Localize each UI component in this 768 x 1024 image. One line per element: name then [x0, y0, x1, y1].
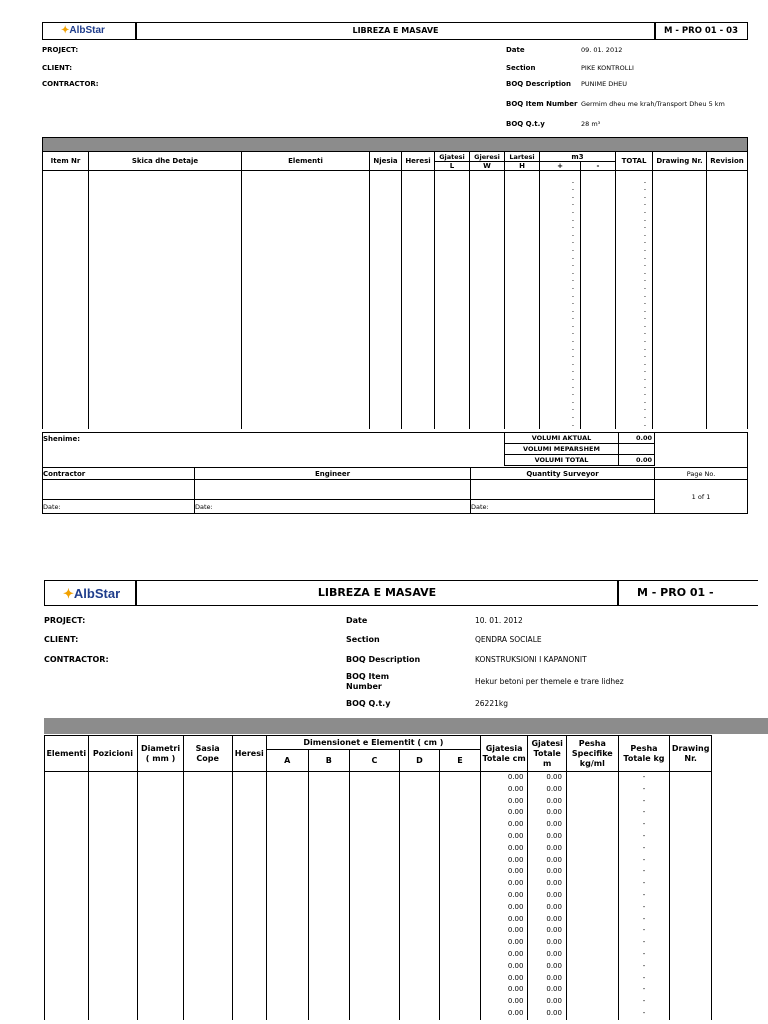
m3-plus-cell: - [540, 368, 581, 376]
table-row [43, 308, 748, 316]
total-cell: - [616, 315, 653, 323]
table-row [45, 1008, 712, 1020]
weight-cell: - [618, 796, 670, 808]
length-cell: 0.00 [480, 996, 528, 1008]
m3-plus-cell: - [540, 422, 581, 430]
m3-plus-cell: - [540, 247, 581, 255]
table-row [43, 330, 748, 338]
weight-cell: - [618, 996, 670, 1008]
m3-plus-cell: - [540, 179, 581, 187]
measurement-table [42, 151, 748, 429]
boq-item-number-label: BOQ Item Number [506, 100, 578, 108]
col-revision: Revision [707, 152, 748, 171]
m3-plus-cell: - [540, 186, 581, 194]
m3-plus-cell: - [540, 285, 581, 293]
length-cell: 0.00 [480, 949, 528, 961]
table-row [45, 866, 712, 878]
engineer-sign-label: Engineer [195, 468, 471, 480]
total-cell: - [616, 384, 653, 392]
contractor-sign-label: Contractor [43, 468, 195, 480]
col-pesha-specifike: Pesha Specifike kg/ml [566, 736, 618, 772]
m3-plus-cell: - [540, 330, 581, 338]
col-pesha-totale: Pesha Totale kg [618, 736, 670, 772]
m3-plus-cell: - [540, 194, 581, 202]
m3-plus-cell: - [540, 209, 581, 217]
length-cell: 0.00 [528, 784, 567, 796]
table-row [43, 353, 748, 361]
total-cell: - [616, 277, 653, 285]
weight-cell: - [618, 984, 670, 996]
rebar-table [44, 735, 712, 1020]
section-label-2: Section [346, 635, 380, 644]
boq-qty-value-2: 26221kg [475, 699, 508, 708]
dim-a: A [266, 750, 308, 772]
table-row [45, 937, 712, 949]
table-row [45, 996, 712, 1008]
total-cell: - [616, 338, 653, 346]
table-row [45, 807, 712, 819]
table-row [43, 171, 748, 179]
length-cell: 0.00 [480, 866, 528, 878]
table-row [43, 255, 748, 263]
length-cell: 0.00 [480, 855, 528, 867]
m3-plus-cell: - [540, 262, 581, 270]
page-number: 1 of 1 [655, 480, 748, 514]
table-row [43, 293, 748, 301]
length-cell: 0.00 [528, 878, 567, 890]
table-row [43, 239, 748, 247]
table-row [45, 925, 712, 937]
dim-c: C [350, 750, 400, 772]
col-elementi-2: Elementi [45, 736, 89, 772]
length-cell: 0.00 [528, 772, 567, 784]
weight-cell: - [618, 784, 670, 796]
total-cell: - [616, 224, 653, 232]
total-cell: - [616, 406, 653, 414]
col-total: TOTAL [616, 152, 653, 171]
table-row [43, 422, 748, 430]
total-cell: - [616, 262, 653, 270]
length-cell: 0.00 [528, 914, 567, 926]
table-row [45, 878, 712, 890]
project-label: PROJECT: [42, 46, 79, 54]
qs-date: Date: [471, 500, 655, 514]
table-row [43, 315, 748, 323]
weight-cell: - [618, 1008, 670, 1020]
col-drawing-nr: Drawing Nr. [653, 152, 707, 171]
m3-plus-cell: - [540, 270, 581, 278]
weight-cell: - [618, 772, 670, 784]
m3-plus-cell: - [540, 293, 581, 301]
total-cell: - [616, 399, 653, 407]
form-title: LIBREZA E MASAVE [352, 26, 439, 35]
dim-b: B [308, 750, 350, 772]
total-cell: - [616, 368, 653, 376]
weight-cell: - [618, 855, 670, 867]
length-cell: 0.00 [480, 1008, 528, 1020]
total-cell: - [616, 255, 653, 263]
dim-d: D [399, 750, 440, 772]
length-cell: 0.00 [480, 890, 528, 902]
weight-cell: - [618, 819, 670, 831]
length-cell: 0.00 [528, 961, 567, 973]
m3-plus-cell: - [540, 323, 581, 331]
m3-plus-cell: - [540, 414, 581, 422]
col-gjeresi: Gjeresi [470, 152, 505, 162]
total-cell: - [616, 300, 653, 308]
qs-sign-label: Quantity Surveyor [471, 468, 655, 480]
total-cell: - [616, 376, 653, 384]
length-cell: 0.00 [480, 984, 528, 996]
total-cell: - [616, 330, 653, 338]
length-cell: 0.00 [528, 807, 567, 819]
weight-cell: - [618, 807, 670, 819]
boq-item-number-value: Germim dheu me krah/Transport Dheu 5 km [581, 100, 725, 108]
subcol-l: L [435, 162, 470, 171]
table-row [43, 391, 748, 399]
weight-cell: - [618, 925, 670, 937]
date-label-2: Date [346, 616, 368, 625]
table-row [43, 384, 748, 392]
table-row [45, 949, 712, 961]
length-cell: 0.00 [480, 796, 528, 808]
weight-cell: - [618, 937, 670, 949]
client-label: CLIENT: [42, 64, 73, 72]
length-cell: 0.00 [528, 866, 567, 878]
table-row [43, 179, 748, 187]
length-cell: 0.00 [528, 925, 567, 937]
m3-plus-cell: - [540, 217, 581, 225]
volume-summary [504, 432, 655, 466]
col-skica: Skica dhe Detaje [89, 152, 242, 171]
subcol-minus: - [581, 162, 616, 171]
weight-cell: - [618, 878, 670, 890]
total-cell: - [616, 209, 653, 217]
m3-plus-cell: - [540, 308, 581, 316]
length-cell: 0.00 [528, 937, 567, 949]
length-cell: 0.00 [528, 855, 567, 867]
length-cell: 0.00 [480, 937, 528, 949]
table-row [45, 843, 712, 855]
table-row [43, 194, 748, 202]
length-cell: 0.00 [480, 772, 528, 784]
boq-description-value: PUNIME DHEU [581, 80, 627, 88]
weight-cell: - [618, 831, 670, 843]
m3-plus-cell: - [540, 391, 581, 399]
shenime-label: Shenime: [43, 435, 80, 443]
total-cell: - [616, 270, 653, 278]
weight-cell: - [618, 890, 670, 902]
col-item-nr: Item Nr [43, 152, 89, 171]
table-row [43, 368, 748, 376]
albstar-logo-2: ✦AlbStar [63, 586, 121, 601]
table-row [43, 186, 748, 194]
col-gjatesia-totale: Gjatesia Totale cm [480, 736, 528, 772]
star-icon: ✦ [61, 25, 70, 36]
boq-qty-label-2: BOQ Q.t.y [346, 699, 391, 708]
client-label-2: CLIENT: [44, 635, 79, 644]
volumi-meparshem-label: VOLUMI MEPARSHEM [505, 444, 619, 455]
m3-plus-cell: - [540, 353, 581, 361]
length-cell: 0.00 [528, 902, 567, 914]
contractor-label: CONTRACTOR: [42, 80, 99, 88]
table-row [43, 414, 748, 422]
total-cell: - [616, 186, 653, 194]
m3-plus-cell: - [540, 338, 581, 346]
length-cell: 0.00 [528, 1008, 567, 1020]
table-row [45, 855, 712, 867]
length-cell: 0.00 [480, 914, 528, 926]
table-row [45, 819, 712, 831]
title-box-2 [135, 580, 619, 606]
total-cell: - [616, 361, 653, 369]
total-cell: - [616, 422, 653, 430]
section-label: Section [506, 64, 536, 72]
table-row [45, 973, 712, 985]
table-row [43, 270, 748, 278]
weight-cell: - [618, 914, 670, 926]
boq-item-number-label-2: BOQ Item Number [346, 672, 390, 691]
grey-band-2 [44, 718, 768, 734]
form-title-2: LIBREZA E MASAVE [317, 586, 437, 599]
page-no-label: Page No. [655, 468, 748, 480]
total-cell: - [616, 239, 653, 247]
table-row [45, 772, 712, 784]
col-gjatesi: Gjatesi [435, 152, 470, 162]
code-box-2 [617, 580, 758, 606]
title-box [135, 22, 656, 40]
table-row [45, 961, 712, 973]
grey-band [42, 137, 748, 152]
total-cell: - [616, 353, 653, 361]
length-cell: 0.00 [528, 890, 567, 902]
length-cell: 0.00 [528, 831, 567, 843]
length-cell: 0.00 [528, 984, 567, 996]
table-row [43, 217, 748, 225]
contractor-label-2: CONTRACTOR: [44, 655, 109, 664]
table-row [43, 376, 748, 384]
table-row [43, 361, 748, 369]
engineer-date: Date: [195, 500, 471, 514]
m3-plus-cell: - [540, 346, 581, 354]
m3-plus-cell: - [540, 300, 581, 308]
m3-plus-cell: - [540, 201, 581, 209]
boq-item-number-value-2: Hekur betoni per themele e trare lidhez [475, 677, 624, 686]
star-icon: ✦ [63, 586, 74, 601]
table-row [43, 224, 748, 232]
col-pozicioni: Pozicioni [88, 736, 138, 772]
date-value: 09. 01. 2012 [581, 46, 623, 54]
col-elementi: Elementi [242, 152, 370, 171]
section-value: PIKE KONTROLLI [581, 64, 634, 72]
total-cell: - [616, 179, 653, 187]
table-row [45, 796, 712, 808]
date-value-2: 10. 01. 2012 [475, 616, 523, 625]
code-box [654, 22, 748, 40]
m3-plus-cell: - [540, 384, 581, 392]
length-cell: 0.00 [480, 878, 528, 890]
table-row [43, 399, 748, 407]
total-cell: - [616, 346, 653, 354]
length-cell: 0.00 [528, 996, 567, 1008]
form-code: M - PRO 01 - 03 [664, 26, 738, 36]
table-row [43, 285, 748, 293]
subcol-h: H [505, 162, 540, 171]
volumi-total-value: 0.00 [619, 455, 655, 466]
table-row [45, 784, 712, 796]
m3-plus-cell: - [540, 255, 581, 263]
length-cell: 0.00 [480, 902, 528, 914]
total-cell: - [616, 194, 653, 202]
length-cell: 0.00 [528, 949, 567, 961]
length-cell: 0.00 [480, 843, 528, 855]
logo-box-2 [44, 580, 137, 606]
signature-footer [42, 467, 748, 514]
length-cell: 0.00 [480, 784, 528, 796]
m3-plus-cell: - [540, 239, 581, 247]
m3-plus-cell: - [540, 232, 581, 240]
total-cell: - [616, 247, 653, 255]
length-cell: 0.00 [480, 973, 528, 985]
m3-plus-cell: - [540, 277, 581, 285]
length-cell: 0.00 [528, 819, 567, 831]
table-row [43, 201, 748, 209]
m3-plus-cell: - [540, 406, 581, 414]
table-row [43, 247, 748, 255]
table-row [43, 232, 748, 240]
project-label-2: PROJECT: [44, 616, 86, 625]
boq-qty-value: 28 m³ [581, 120, 601, 128]
weight-cell: - [618, 961, 670, 973]
col-diametri: Diametri ( mm ) [138, 736, 184, 772]
col-dimensionet: Dimensionet e Elementit ( cm ) [266, 736, 480, 750]
boq-description-label-2: BOQ Description [346, 655, 421, 664]
volumi-aktual-label: VOLUMI AKTUAL [505, 433, 619, 444]
total-cell: - [616, 285, 653, 293]
table-row [45, 890, 712, 902]
col-drawing-nr-2: Drawing Nr. [670, 736, 712, 772]
m3-plus-cell: - [540, 376, 581, 384]
weight-cell: - [618, 902, 670, 914]
weight-cell: - [618, 866, 670, 878]
m3-plus-cell: - [540, 315, 581, 323]
table-row [43, 406, 748, 414]
weight-cell: - [618, 843, 670, 855]
col-m3: m3 [540, 152, 616, 162]
col-njesia: Njesia [370, 152, 402, 171]
boq-description-label: BOQ Description [506, 80, 571, 88]
length-cell: 0.00 [528, 843, 567, 855]
col-sasia: Sasia Cope [183, 736, 232, 772]
length-cell: 0.00 [480, 807, 528, 819]
table-row [45, 914, 712, 926]
length-cell: 0.00 [480, 925, 528, 937]
length-cell: 0.00 [480, 961, 528, 973]
section-value-2: QENDRA SOCIALE [475, 635, 542, 644]
total-cell: - [616, 391, 653, 399]
subcol-plus: + [540, 162, 581, 171]
length-cell: 0.00 [528, 973, 567, 985]
table-row [43, 209, 748, 217]
boq-description-value-2: KONSTRUKSIONI I KAPANONIT [475, 655, 587, 664]
table-row [43, 277, 748, 285]
table-row [45, 902, 712, 914]
table-row [45, 831, 712, 843]
m3-plus-cell: - [540, 361, 581, 369]
albstar-logo: ✦AlbStar [61, 25, 105, 36]
m3-plus-cell: - [540, 224, 581, 232]
col-lartesi: Lartesi [505, 152, 540, 162]
m3-plus-cell: - [540, 399, 581, 407]
table-row [45, 984, 712, 996]
total-cell: - [616, 217, 653, 225]
total-cell: - [616, 414, 653, 422]
length-cell: 0.00 [480, 819, 528, 831]
logo-box [42, 22, 137, 40]
table-row [43, 300, 748, 308]
length-cell: 0.00 [480, 831, 528, 843]
weight-cell: - [618, 973, 670, 985]
total-cell: - [616, 323, 653, 331]
total-cell: - [616, 293, 653, 301]
volumi-total-label: VOLUMI TOTAL [505, 455, 619, 466]
volumi-aktual-value: 0.00 [619, 433, 655, 444]
table-row [43, 262, 748, 270]
form-2 [0, 560, 768, 1024]
subcol-w: W [470, 162, 505, 171]
col-heresi-2: Heresi [232, 736, 266, 772]
form-code-2: M - PRO 01 - [637, 586, 714, 599]
table-row [43, 323, 748, 331]
dim-e: E [440, 750, 481, 772]
col-heresi: Heresi [402, 152, 435, 171]
total-cell: - [616, 201, 653, 209]
date-label: Date [506, 46, 525, 54]
contractor-date: Date: [43, 500, 195, 514]
table-row [43, 346, 748, 354]
boq-qty-label: BOQ Q.t.y [506, 120, 545, 128]
total-cell: - [616, 232, 653, 240]
table-row [43, 338, 748, 346]
length-cell: 0.00 [528, 796, 567, 808]
col-gjatesi-totale: Gjatesi Totale m [528, 736, 567, 772]
total-cell: - [616, 308, 653, 316]
weight-cell: - [618, 949, 670, 961]
